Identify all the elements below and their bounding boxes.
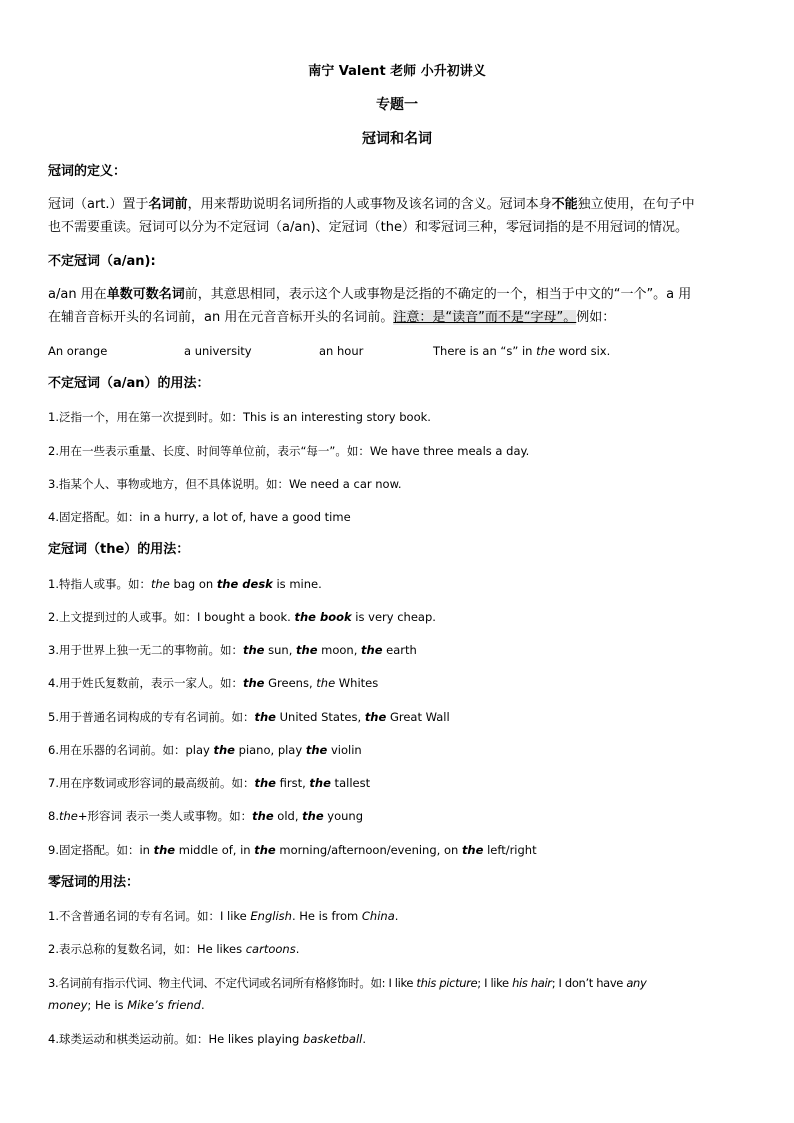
- italic-text: English: [250, 909, 292, 923]
- bold-italic-text: the: [252, 809, 274, 823]
- text: young: [323, 809, 363, 823]
- italic-text: the: [536, 344, 556, 358]
- bold-italic-text: the: [254, 776, 276, 790]
- text: 2.用在一些表示重量、长度、时间等单位前，表示“每一”。如：: [48, 444, 370, 458]
- bold-text: 单数可数名词: [106, 287, 185, 302]
- example-an-hour: an hour: [319, 344, 364, 358]
- text: first,: [275, 776, 310, 790]
- text: 4.球类运动和棋类运动前。如：: [48, 1032, 209, 1046]
- text: 1.特指人或事。如：: [48, 577, 151, 591]
- bold-italic-text: the: [461, 843, 484, 857]
- text: .: [295, 942, 300, 956]
- example-text: This is an interesting story book.: [242, 410, 431, 424]
- text: He likes: [196, 942, 246, 956]
- text: 前，其意思相同，表示这个人或事物是泛指的不确定的一个，相当于中文的“一个”。a 用: [184, 287, 692, 302]
- text: 6.用在乐器的名词前。如：: [48, 743, 186, 757]
- example-an-orange: An orange: [48, 344, 108, 358]
- list-item: [48, 642, 417, 658]
- text: 4.用于姓氏复数前，表示一家人。如：: [48, 676, 243, 690]
- text: 9.固定搭配。如：: [48, 843, 140, 857]
- bold-italic-text: the book: [294, 610, 352, 624]
- bold-italic-text: the: [305, 743, 328, 757]
- text: earth: [382, 643, 417, 657]
- section-heading-definite-usage: 定冠词（the）的用法：: [48, 542, 190, 557]
- text: 3.用于世界上独一无二的事物前。如：: [48, 643, 243, 657]
- text: 4.固定搭配。如：: [48, 510, 140, 524]
- text: 冠词（art.）置于: [48, 197, 149, 212]
- text: in: [139, 843, 154, 857]
- bold-italic-text: the: [242, 676, 265, 690]
- italic-text: this picture: [416, 976, 478, 990]
- list-item: [48, 709, 450, 725]
- header-title: 南宁 Valent 老师 小升初讲义: [308, 64, 486, 79]
- text: 1.不含普通名词的专有名词。如：: [48, 909, 220, 923]
- bold-italic-text: the desk: [216, 577, 273, 591]
- example-a-university: a university: [184, 344, 252, 358]
- section-heading-zero-usage: 零冠词的用法：: [48, 875, 140, 890]
- text: 独立使用，在句子中: [577, 197, 695, 212]
- text: I like: [219, 909, 251, 923]
- list-item: [48, 576, 322, 592]
- highlighted-note: 注意：是“读音”而不是“字母”。: [393, 310, 577, 325]
- bold-italic-text: the: [309, 776, 331, 790]
- topic-number: 专题一: [376, 97, 418, 113]
- list-item: [48, 975, 646, 991]
- text: moon,: [317, 643, 362, 657]
- bold-italic-text: the: [302, 809, 324, 823]
- example-text: We have three meals a day.: [369, 444, 530, 458]
- italic-text: his hair: [512, 976, 552, 990]
- text: 5.用于普通名词构成的专有名词前。如：: [48, 710, 255, 724]
- text: .: [200, 998, 205, 1012]
- text: He likes playing: [208, 1032, 304, 1046]
- bold-italic-text: the: [364, 710, 387, 724]
- text: tallest: [330, 776, 371, 790]
- list-item-continued: [48, 997, 205, 1013]
- text: is mine.: [272, 577, 322, 591]
- list-item: [48, 775, 370, 791]
- bold-text: 不能: [551, 197, 578, 212]
- text: word six.: [555, 344, 611, 358]
- list-item: [48, 842, 537, 858]
- italic-text: China: [361, 909, 395, 923]
- bold-italic-text: the: [153, 843, 176, 857]
- italic-text: money: [48, 998, 88, 1012]
- indefinite-line-2: [48, 310, 615, 326]
- text: piano, play: [234, 743, 306, 757]
- bold-italic-text: the: [242, 643, 265, 657]
- list-item: [48, 509, 351, 525]
- list-item: [48, 1031, 366, 1047]
- text: 3.名词前有指示代词、物主代词、不定代词或名词所有格修饰时。如:: [48, 976, 389, 990]
- text: .: [394, 909, 399, 923]
- list-item: [48, 908, 398, 924]
- text: I bought a book.: [196, 610, 295, 624]
- text: violin: [327, 743, 362, 757]
- italic-text: any: [626, 976, 647, 990]
- list-item: [48, 443, 529, 459]
- bold-italic-text: the: [254, 710, 276, 724]
- text: sun,: [264, 643, 297, 657]
- text: 2.上文提到过的人或事。如：: [48, 610, 197, 624]
- topic-title: 冠词和名词: [362, 131, 432, 147]
- italic-text: Mike’s friend: [127, 998, 201, 1012]
- italic-text: the: [58, 809, 78, 823]
- text: United States,: [275, 710, 365, 724]
- text: 例如：: [576, 310, 616, 325]
- definition-line-2: 也不需要重读。冠词可以分为不定冠词（a/an)、定冠词（the）和零冠词三种，零冠词指的是不用冠词的情况。: [48, 220, 688, 235]
- text: play: [185, 743, 214, 757]
- text: middle of, in: [175, 843, 255, 857]
- text: 7.用在序数词或形容词的最高级前。如：: [48, 776, 255, 790]
- text: ; I like: [477, 976, 513, 990]
- bold-italic-text: the: [361, 643, 383, 657]
- list-item: [48, 941, 299, 957]
- list-item: [48, 808, 363, 824]
- text: bag on: [169, 577, 217, 591]
- section-heading-indefinite-usage: 不定冠词（a/an）的用法：: [48, 376, 210, 391]
- text: morning/afternoon/evening, on: [275, 843, 462, 857]
- list-item: [48, 675, 378, 691]
- italic-text: the: [316, 676, 336, 690]
- text: a/an 用在: [48, 287, 107, 302]
- text: left/right: [483, 843, 537, 857]
- text: I like: [388, 976, 417, 990]
- text: There is an “s” in: [433, 344, 537, 358]
- bold-italic-text: the: [254, 843, 276, 857]
- text: 3.指某个人、事物或地方，但不具体说明。如：: [48, 477, 289, 491]
- section-heading-indefinite: 不定冠词（a/an):: [48, 254, 156, 269]
- list-item: [48, 609, 436, 625]
- bold-text: 名词前: [148, 197, 188, 212]
- text: old,: [273, 809, 303, 823]
- text: 2.表示总称的复数名词，如：: [48, 942, 197, 956]
- text: Great Wall: [386, 710, 450, 724]
- list-item: [48, 742, 362, 758]
- example-s-sentence: [433, 343, 610, 359]
- text: . He is from: [291, 909, 362, 923]
- example-text: We need a car now.: [288, 477, 402, 491]
- italic-text: cartoons: [245, 942, 296, 956]
- list-item: [48, 476, 402, 492]
- bold-italic-text: the: [296, 643, 318, 657]
- text: Greens,: [264, 676, 317, 690]
- text: +形容词 表示一类人或事物。如：: [77, 809, 253, 823]
- text: is very cheap.: [351, 610, 436, 624]
- example-text: in a hurry, a lot of, have a good time: [139, 510, 351, 524]
- text: Whites: [335, 676, 379, 690]
- text: ; He is: [87, 998, 128, 1012]
- text: .: [362, 1032, 366, 1046]
- text: ; I don’t have: [551, 976, 627, 990]
- text: 8.: [48, 809, 59, 823]
- list-item: [48, 409, 431, 425]
- text: 在辅音音标开头的名词前，an 用在元音音标开头的名词前。: [48, 310, 394, 325]
- definition-line-1: [48, 197, 695, 213]
- italic-text: basketball: [303, 1032, 363, 1046]
- bold-italic-text: the: [213, 743, 235, 757]
- italic-text: the: [150, 577, 170, 591]
- indefinite-line-1: [48, 287, 691, 303]
- text: 1.泛指一个，用在第一次提到时。如：: [48, 410, 243, 424]
- text: ，用来帮助说明名词所指的人或事物及该名词的含义。冠词本身: [187, 197, 552, 212]
- section-heading-definition: 冠词的定义：: [48, 164, 127, 179]
